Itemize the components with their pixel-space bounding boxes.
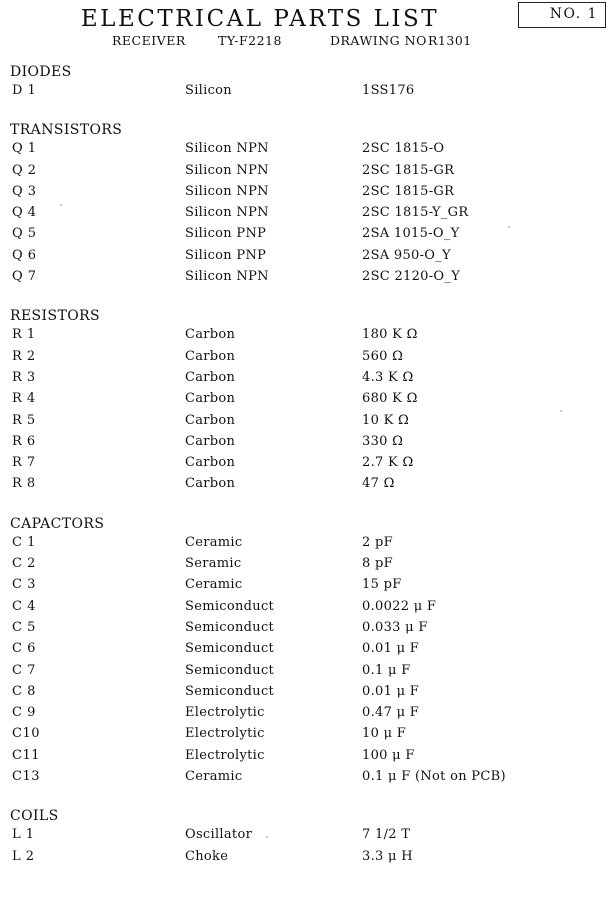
part-reference: R 7 <box>12 455 36 471</box>
table-row <box>0 248 612 269</box>
part-value: 3.3 μ H <box>362 848 413 864</box>
part-reference: R 3 <box>12 369 36 385</box>
table-row <box>0 577 612 598</box>
part-type: Ceramic <box>185 534 243 550</box>
part-type: Carbon <box>185 369 236 385</box>
table-row <box>0 226 612 247</box>
table-row <box>0 769 612 790</box>
part-value: 180 K Ω <box>362 327 418 343</box>
section-title: DIODES <box>10 64 72 80</box>
part-reference: Q 7 <box>12 269 37 285</box>
part-value: 0.0022 μ F <box>362 598 437 614</box>
part-value: 2SC 1815-GR <box>362 183 455 199</box>
table-row <box>0 849 612 870</box>
part-reference: Q 2 <box>12 162 37 178</box>
part-reference: Q 3 <box>12 183 37 199</box>
part-reference: C 1 <box>12 534 36 550</box>
part-value: 2SC 2120-O_Y <box>362 269 461 285</box>
table-row <box>0 476 612 497</box>
part-type: Semiconduct <box>185 662 275 678</box>
table-row <box>0 726 612 747</box>
part-type: Semiconduct <box>185 683 275 699</box>
part-type: Semiconduct <box>185 619 275 635</box>
part-type: Semiconduct <box>185 641 275 657</box>
part-reference: R 4 <box>12 391 36 407</box>
part-type: Carbon <box>185 476 236 492</box>
section-title: CAPACTORS <box>10 515 105 532</box>
table-row <box>0 434 612 455</box>
part-type: Carbon <box>185 412 236 428</box>
page-title: ELECTRICAL PARTS LIST <box>80 6 440 32</box>
part-reference: C13 <box>12 769 40 785</box>
part-type: Electrolytic <box>185 705 265 721</box>
part-value: 0.47 μ F <box>362 705 420 721</box>
part-value: 15 pF <box>362 577 402 593</box>
part-type: Carbon <box>185 327 236 343</box>
part-value: 0.033 μ F <box>362 619 428 635</box>
part-type: Silicon <box>185 83 232 98</box>
part-reference: C 4 <box>12 598 36 614</box>
part-reference: C 2 <box>12 556 36 572</box>
scan-speck <box>266 836 268 838</box>
table-row <box>0 269 612 290</box>
part-value: 680 K Ω <box>362 391 418 407</box>
part-type: Silicon NPN <box>185 141 269 157</box>
part-value: 2 pF <box>362 534 393 550</box>
part-type: Seramic <box>185 556 242 572</box>
part-type: Silicon NPN <box>185 205 269 221</box>
doc-number: NO. 1 <box>549 6 598 22</box>
section-spacer <box>0 290 612 308</box>
part-reference: R 6 <box>12 433 36 449</box>
drawing-number: R1301 <box>428 33 472 48</box>
section-spacer <box>0 790 612 808</box>
model-number: TY-F2218 <box>218 33 282 48</box>
section-spacer <box>0 104 612 122</box>
part-type: Silicon PNP <box>185 247 267 263</box>
table-row <box>0 684 612 705</box>
part-value: 0.1 μ F <box>362 662 411 678</box>
part-type: Ceramic <box>185 769 243 785</box>
part-value: 2SC 1815-GR <box>362 162 455 178</box>
table-row <box>0 163 612 184</box>
parts-table <box>0 56 612 870</box>
part-reference: Q 5 <box>12 226 37 242</box>
table-row <box>0 370 612 391</box>
part-value: 47 Ω <box>362 476 395 492</box>
part-type: Semiconduct <box>185 598 275 614</box>
section-title: RESISTORS <box>10 308 101 325</box>
part-reference: L 2 <box>12 848 35 864</box>
part-value: 560 Ω <box>362 348 404 364</box>
part-value: 0.1 μ F (Not on PCB) <box>362 769 506 785</box>
page-header <box>0 0 612 56</box>
part-reference: C 3 <box>12 577 36 593</box>
section-title: COILS <box>10 808 59 825</box>
table-row <box>0 327 612 348</box>
part-type: Carbon <box>185 391 236 407</box>
table-row <box>0 599 612 620</box>
table-row <box>0 83 612 104</box>
part-reference: C 5 <box>12 619 36 635</box>
part-reference: C11 <box>12 747 40 763</box>
part-type: Ceramic <box>185 577 243 593</box>
part-value: 2SA 950-O_Y <box>362 247 451 263</box>
table-row <box>0 349 612 370</box>
table-row <box>0 556 612 577</box>
table-row <box>0 705 612 726</box>
part-type: Silicon NPN <box>185 183 269 199</box>
part-reference: Q 6 <box>12 247 37 263</box>
part-reference: D 1 <box>12 83 37 98</box>
scan-speck <box>508 226 510 228</box>
part-value: 0.01 μ F <box>362 641 420 657</box>
part-value: 2SC 1815-Y_GR <box>362 205 469 221</box>
table-row <box>0 391 612 412</box>
part-type: Silicon NPN <box>185 269 269 285</box>
part-value: 8 pF <box>362 556 393 572</box>
part-reference: C10 <box>12 726 40 742</box>
part-value: 10 μ F <box>362 726 407 742</box>
part-type: Carbon <box>185 455 236 471</box>
part-type: Silicon NPN <box>185 162 269 178</box>
table-row <box>0 827 612 848</box>
part-type: Carbon <box>185 348 236 364</box>
section-title: TRANSISTORS <box>10 122 123 139</box>
part-reference: R 8 <box>12 476 36 492</box>
part-value: 2SC 1815-O <box>362 141 445 157</box>
part-value: 100 μ F <box>362 747 415 763</box>
part-value: 1SS176 <box>362 83 415 98</box>
part-type: Silicon PNP <box>185 226 267 242</box>
part-reference: R 5 <box>12 412 36 428</box>
part-reference: R 2 <box>12 348 36 364</box>
part-reference: Q 1 <box>12 141 37 157</box>
scan-speck <box>560 410 562 412</box>
table-row <box>0 620 612 641</box>
part-value: 2SA 1015-O_Y <box>362 226 460 242</box>
part-value: 10 K Ω <box>362 412 410 428</box>
part-reference: C 7 <box>12 662 36 678</box>
table-row <box>0 413 612 434</box>
table-row <box>0 184 612 205</box>
table-row <box>0 141 612 162</box>
part-type: Carbon <box>185 433 236 449</box>
table-row <box>0 641 612 662</box>
part-value: 0.01 μ F <box>362 683 420 699</box>
part-type: Choke <box>185 848 229 864</box>
part-reference: L 1 <box>12 827 35 843</box>
section-spacer <box>0 498 612 516</box>
part-type: Electrolytic <box>185 726 265 742</box>
part-reference: C 6 <box>12 641 36 657</box>
table-row <box>0 455 612 476</box>
scan-speck <box>60 204 62 206</box>
table-row <box>0 748 612 769</box>
part-reference: C 8 <box>12 683 36 699</box>
part-value: 2.7 K Ω <box>362 455 414 471</box>
part-type: Electrolytic <box>185 747 265 763</box>
part-type: Oscillator <box>185 827 253 843</box>
table-row <box>0 205 612 226</box>
part-reference: C 9 <box>12 705 36 721</box>
part-value: 4.3 K Ω <box>362 369 414 385</box>
receiver-label: RECEIVER <box>112 33 186 48</box>
drawing-label: DRAWING NO <box>330 33 427 48</box>
part-value: 330 Ω <box>362 433 404 449</box>
part-reference: R 1 <box>12 327 36 343</box>
table-row <box>0 535 612 556</box>
table-row <box>0 663 612 684</box>
part-reference: Q 4 <box>12 205 37 221</box>
part-value: 7 1/2 T <box>362 827 411 843</box>
